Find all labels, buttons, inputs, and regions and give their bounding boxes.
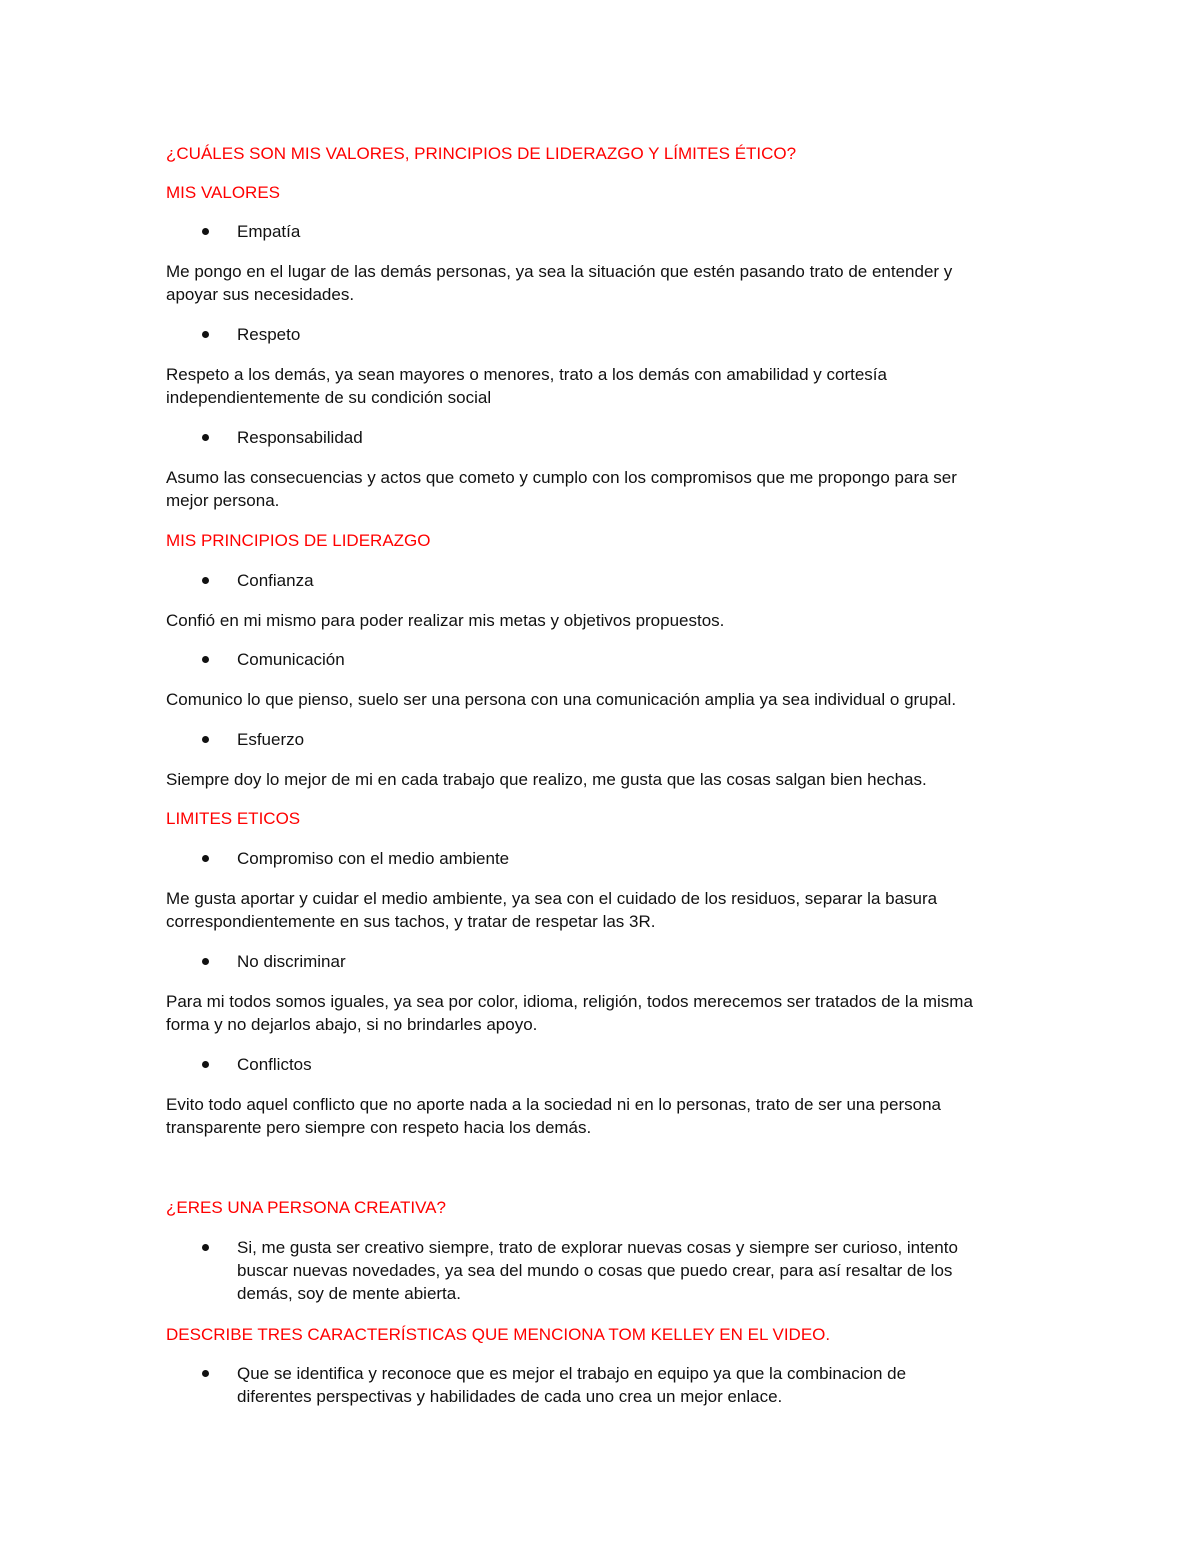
section-title-kelley: DESCRIBE TRES CARACTERÍSTICAS QUE MENCIONA TOM KELLEY EN EL VIDEO. xyxy=(166,1325,831,1344)
principle-label: Esfuerzo xyxy=(237,730,305,749)
bullet-icon xyxy=(202,434,209,441)
paragraph-line: Para mi todos somos iguales, ya sea por color, idioma, religión, todos merecemos ser tratados de la misma xyxy=(166,992,973,1011)
paragraph-line: Asumo las consecuencias y actos que cometo y cumplo con los compromisos que me propongo para ser xyxy=(166,468,957,487)
paragraph-line: Evito todo aquel conflicto que no aporte nada a la sociedad ni en lo personas, trato de ser una persona xyxy=(166,1095,941,1114)
section-title-creativa: ¿ERES UNA PERSONA CREATIVA? xyxy=(166,1198,446,1217)
section-title-limites: LIMITES ETICOS xyxy=(166,809,301,828)
paragraph-line: demás, soy de mente abierta. xyxy=(237,1284,461,1303)
value-label: Empatía xyxy=(237,222,301,241)
paragraph-line: Me pongo en el lugar de las demás personas, ya sea la situación que estén pasando trato de entender y xyxy=(166,262,953,281)
paragraph-line: Que se identifica y reconoce que es mejor el trabajo en equipo ya que la combinacion de xyxy=(237,1364,907,1383)
bullet-icon xyxy=(202,1244,209,1251)
limit-label: Conflictos xyxy=(237,1055,312,1074)
bullet-icon xyxy=(202,577,209,584)
bullet-icon xyxy=(202,958,209,965)
bullet-icon xyxy=(202,656,209,663)
paragraph-line: Siempre doy lo mejor de mi en cada trabajo que realizo, me gusta que las cosas salgan bien hechas. xyxy=(166,770,927,789)
paragraph-line: apoyar sus necesidades. xyxy=(166,285,355,304)
paragraph-line: correspondientemente en sus tachos, y tratar de respetar las 3R. xyxy=(166,912,656,931)
main-heading: ¿CUÁLES SON MIS VALORES, PRINCIPIOS DE LIDERAZGO Y LÍMITES ÉTICO? xyxy=(166,144,797,163)
bullet-icon xyxy=(202,1370,209,1377)
bullet-icon xyxy=(202,736,209,743)
bullet-icon xyxy=(202,228,209,235)
paragraph-line: Confió en mi mismo para poder realizar mis metas y objetivos propuestos. xyxy=(166,611,725,630)
value-label: Respeto xyxy=(237,325,301,344)
paragraph-line: Comunico lo que pienso, suelo ser una persona con una comunicación amplia ya sea individual o grupal. xyxy=(166,690,957,709)
paragraph-line: independientemente de su condición social xyxy=(166,388,492,407)
paragraph-line: transparente pero siempre con respeto hacia los demás. xyxy=(166,1118,592,1137)
bullet-icon xyxy=(202,331,209,338)
section-title-principios: MIS PRINCIPIOS DE LIDERAZGO xyxy=(166,531,431,550)
bullet-icon xyxy=(202,1061,209,1068)
bullet-icon xyxy=(202,855,209,862)
limit-label: Compromiso con el medio ambiente xyxy=(237,849,510,868)
paragraph-line: buscar nuevas novedades, ya sea del mundo o cosas que puedo crear, para así resaltar de los xyxy=(237,1261,953,1280)
bullet-paragraph xyxy=(237,1236,1037,1305)
paragraph-line: Me gusta aportar y cuidar el medio ambiente, ya sea con el cuidado de los residuos, separar la basura xyxy=(166,889,938,908)
limit-label: No discriminar xyxy=(237,952,346,971)
paragraph-line: Si, me gusta ser creativo siempre, trato de explorar nuevas cosas y siempre ser curioso, intento xyxy=(237,1238,958,1257)
paragraph-line: diferentes perspectivas y habilidades de cada uno crea un mejor enlace. xyxy=(237,1387,783,1406)
principle-label: Comunicación xyxy=(237,650,345,669)
paragraph-line: mejor persona. xyxy=(166,491,280,510)
value-label: Responsabilidad xyxy=(237,428,363,447)
principle-label: Confianza xyxy=(237,571,314,590)
paragraph-line: forma y no dejarlos abajo, si no brindarles apoyo. xyxy=(166,1015,538,1034)
section-title-valores: MIS VALORES xyxy=(166,183,280,202)
paragraph-line: Respeto a los demás, ya sean mayores o menores, trato a los demás con amabilidad y cortesía xyxy=(166,365,887,384)
bullet-paragraph xyxy=(237,1362,1037,1408)
